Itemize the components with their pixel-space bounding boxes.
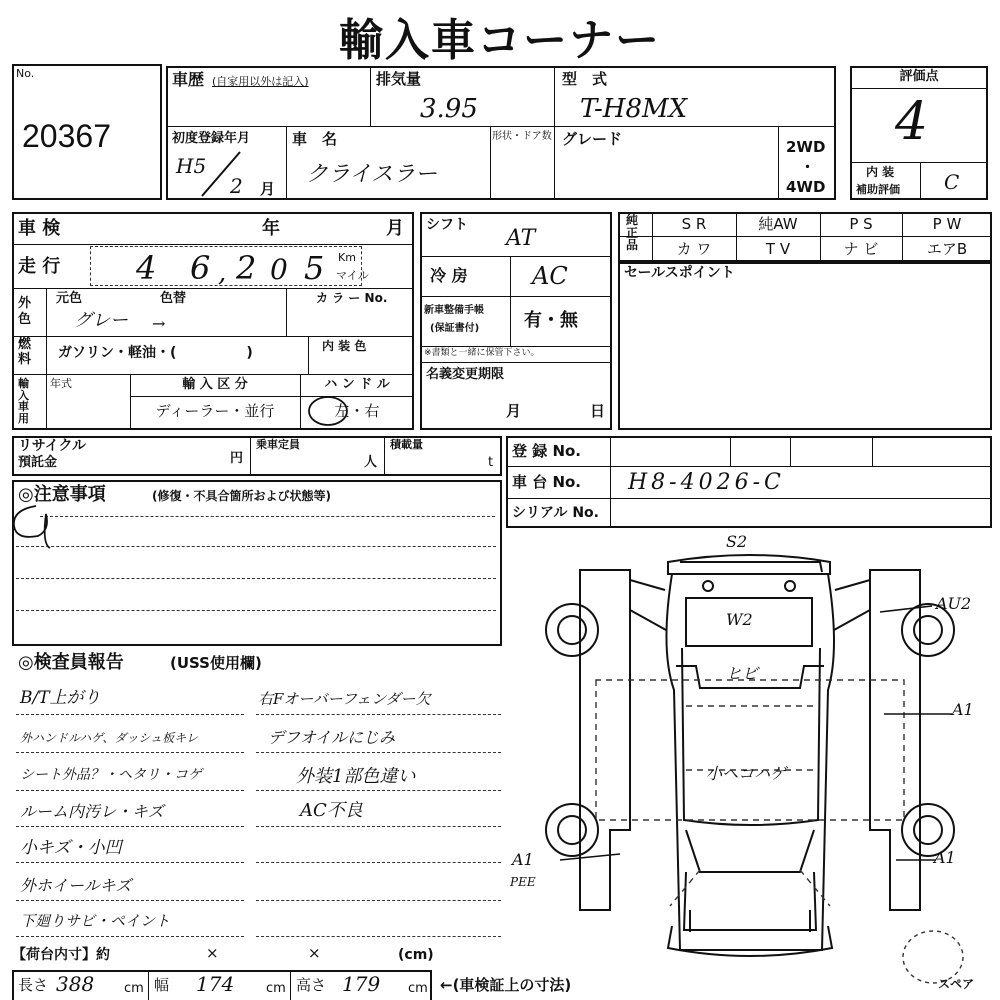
sales-point-label: セールスポイント <box>624 265 735 281</box>
mileage-mile: マイル <box>336 269 369 282</box>
name-change-month: 月 <box>506 402 522 420</box>
car-name-value: クライスラー <box>306 162 438 187</box>
maint-label1: 新車整備手帳 <box>424 305 484 316</box>
color-label: 外色 <box>18 296 32 327</box>
interior-label2: 補助評価 <box>856 183 900 196</box>
dims-note: ←(車検証上の寸法) <box>440 976 572 994</box>
interior-label1: 内 装 <box>866 165 895 179</box>
capacity-label: 乗車定員 <box>256 438 300 451</box>
genuine-r1-c4: P W <box>932 215 962 233</box>
shaken-label: 車 検 <box>18 218 61 239</box>
drive-4wd: 4WD <box>786 178 826 196</box>
first-reg-label: 初度登録年月 <box>172 131 251 146</box>
interior-color-label: 内 装 色 <box>322 339 367 353</box>
genuine-r1-c3: P S <box>849 215 873 233</box>
genuine-r2-c3: ナ ビ <box>843 240 879 258</box>
color-orig: 元色 <box>56 291 83 306</box>
serial-label: シリアル No. <box>512 505 599 521</box>
ac-label: 冷 房 <box>430 266 468 285</box>
diagram-a1-right2: A1 <box>934 848 956 867</box>
maint-note: ※書類と一緒に保管下さい。 <box>424 348 540 358</box>
name-change-label: 名義変更期限 <box>426 367 505 382</box>
import-year: 年式 <box>50 377 72 390</box>
diagram-s2: S2 <box>726 532 748 551</box>
report-left-4: ルーム内汚レ・キズ <box>20 802 164 821</box>
chassis-value: H8-4026-C <box>628 470 785 495</box>
grade-label: グレード <box>562 130 623 148</box>
diagram-pee: PEE <box>510 875 536 889</box>
cargo-label: 【荷台内寸】約 <box>12 947 110 963</box>
mileage-digit-5: 5 <box>304 249 325 287</box>
name-change-day: 日 <box>590 402 606 420</box>
report-right-2: デフオイルにじみ <box>268 728 396 747</box>
color-code-label: カ ラ ー No. <box>316 291 388 305</box>
genuine-r1-c2: 純AW <box>758 215 798 233</box>
drive-dot: ・ <box>800 158 816 176</box>
import-label: 輸入車用 <box>18 377 29 425</box>
color-arrow: → <box>152 314 166 333</box>
diagram-w2: W2 <box>726 610 753 629</box>
fuel-label: 燃料 <box>18 337 32 367</box>
diagram-a1-right1: A1 <box>952 700 974 719</box>
caution-label: ◎注意事項 <box>18 484 106 505</box>
inspector-note: (USS使用欄) <box>170 654 262 672</box>
recycle-label2: 預託金 <box>18 455 58 470</box>
grade-label: 評価点 <box>899 69 939 84</box>
grade-value: 4 <box>895 92 929 152</box>
inspector-label: ◎検査員報告 <box>18 652 124 673</box>
chassis-label: 車 台 No. <box>512 473 582 491</box>
reg-label: 登 録 No. <box>512 442 582 460</box>
mileage-comma: , <box>218 258 227 288</box>
report-left-3: シート外品？・ヘタリ・コゲ <box>20 767 202 783</box>
import-kubun-label: 輸 入 区 分 <box>182 377 248 392</box>
drive-2wd: 2WD <box>786 138 826 156</box>
history-label: 車歴 <box>172 70 205 89</box>
displacement-label: 排気量 <box>376 70 422 88</box>
recycle-label1: リサイクル <box>18 438 87 454</box>
caution-mark <box>6 500 56 550</box>
mileage-digit-3: 2 <box>236 249 257 287</box>
load-label: 積載量 <box>390 438 423 451</box>
fuel-value: ガソリン・軽油・( ) <box>58 345 253 361</box>
spare-label: スペア <box>938 977 975 991</box>
report-left-7: 下廻りサビ・ペイント <box>20 912 171 930</box>
height-label: 高さ <box>296 976 327 994</box>
width-label: 幅 <box>154 976 170 994</box>
first-reg-unit: 月 <box>260 180 276 198</box>
report-left-6: 外ホイールキズ <box>20 876 132 895</box>
height-value: 179 <box>342 972 381 996</box>
report-right-1: 右Fオーバーフェンダー欠 <box>258 690 431 708</box>
mileage-digit-1: 4 <box>136 249 157 287</box>
sales-point-box <box>618 262 992 430</box>
recycle-unit: 円 <box>230 451 244 466</box>
maint-label2: (保証書付) <box>430 323 480 334</box>
handle-left-circle <box>306 394 350 428</box>
maint-value: 有・無 <box>524 310 578 331</box>
first-reg-year: H5 <box>176 154 207 178</box>
mileage-km: Km <box>338 251 356 264</box>
height-cm: cm <box>408 981 428 996</box>
length-cm: cm <box>124 981 144 996</box>
displacement-value: 3.95 <box>420 94 478 124</box>
model-label: 型 式 <box>562 70 608 88</box>
diagram-au2: AU2 <box>936 594 972 613</box>
diagram-roof: ヒビ <box>726 664 759 683</box>
lot-number: 20367 <box>22 118 111 154</box>
mileage-label: 走 行 <box>18 256 61 277</box>
width-value: 174 <box>196 972 235 996</box>
interior-value: C <box>944 170 960 194</box>
page-title: 輸入車コーナー <box>339 15 661 66</box>
caution-note: (修復・不具合箇所および状態等) <box>152 489 331 503</box>
genuine-r1-c1: S R <box>681 215 707 233</box>
report-right-3: 外装1部色違い <box>296 766 416 787</box>
report-left-2: 外ハンドルハゲ、ダッシュ板キレ <box>20 731 198 745</box>
cargo-x1: × <box>206 944 219 962</box>
genuine-r2-c4: エアB <box>926 240 968 258</box>
lot-label: No. <box>16 67 35 80</box>
genuine-r2-c2: T V <box>765 240 791 258</box>
mileage-digit-2: 6 <box>190 249 211 287</box>
history-note: (自家用以外は記入) <box>212 75 309 88</box>
shape-label: 形状・ドア数 <box>492 131 552 142</box>
shift-label: シフト <box>426 217 468 233</box>
length-label: 長さ <box>18 976 49 994</box>
report-left-5: 小キズ・小凹 <box>20 838 122 858</box>
import-handle-value: 左・右 <box>334 402 380 420</box>
import-handle-label: ハ ン ド ル <box>324 377 390 392</box>
color-change: 色替 <box>160 291 187 306</box>
cargo-unit: (cm) <box>398 947 434 963</box>
shift-value: AT <box>506 226 536 251</box>
capacity-unit: 人 <box>364 455 378 470</box>
length-value: 388 <box>56 972 95 996</box>
shaken-year: 年 <box>262 218 280 239</box>
mileage-digit-4: 0 <box>270 253 288 286</box>
width-cm: cm <box>266 981 286 996</box>
cargo-x2: × <box>308 944 321 962</box>
color-value: グレー <box>74 310 128 331</box>
first-reg-month: 2 <box>230 174 243 198</box>
ac-value: AC <box>532 262 568 290</box>
report-right-4: AC不良 <box>300 800 363 821</box>
diagram-body: 小ヘコハゲ <box>706 764 787 783</box>
genuine-label: 純正品 <box>626 213 639 253</box>
import-kubun-value: ディーラー・並行 <box>155 402 275 420</box>
genuine-r2-c1: カ ワ <box>676 240 712 258</box>
load-unit: t <box>488 455 494 470</box>
shaken-month: 月 <box>386 218 404 239</box>
car-name-label: 車 名 <box>292 130 338 148</box>
diagram-a1-left: A1 <box>512 850 534 869</box>
car-diagram <box>500 530 1000 970</box>
model-value: T-H8MX <box>580 94 688 124</box>
report-left-1: B/T上がり <box>20 688 101 708</box>
